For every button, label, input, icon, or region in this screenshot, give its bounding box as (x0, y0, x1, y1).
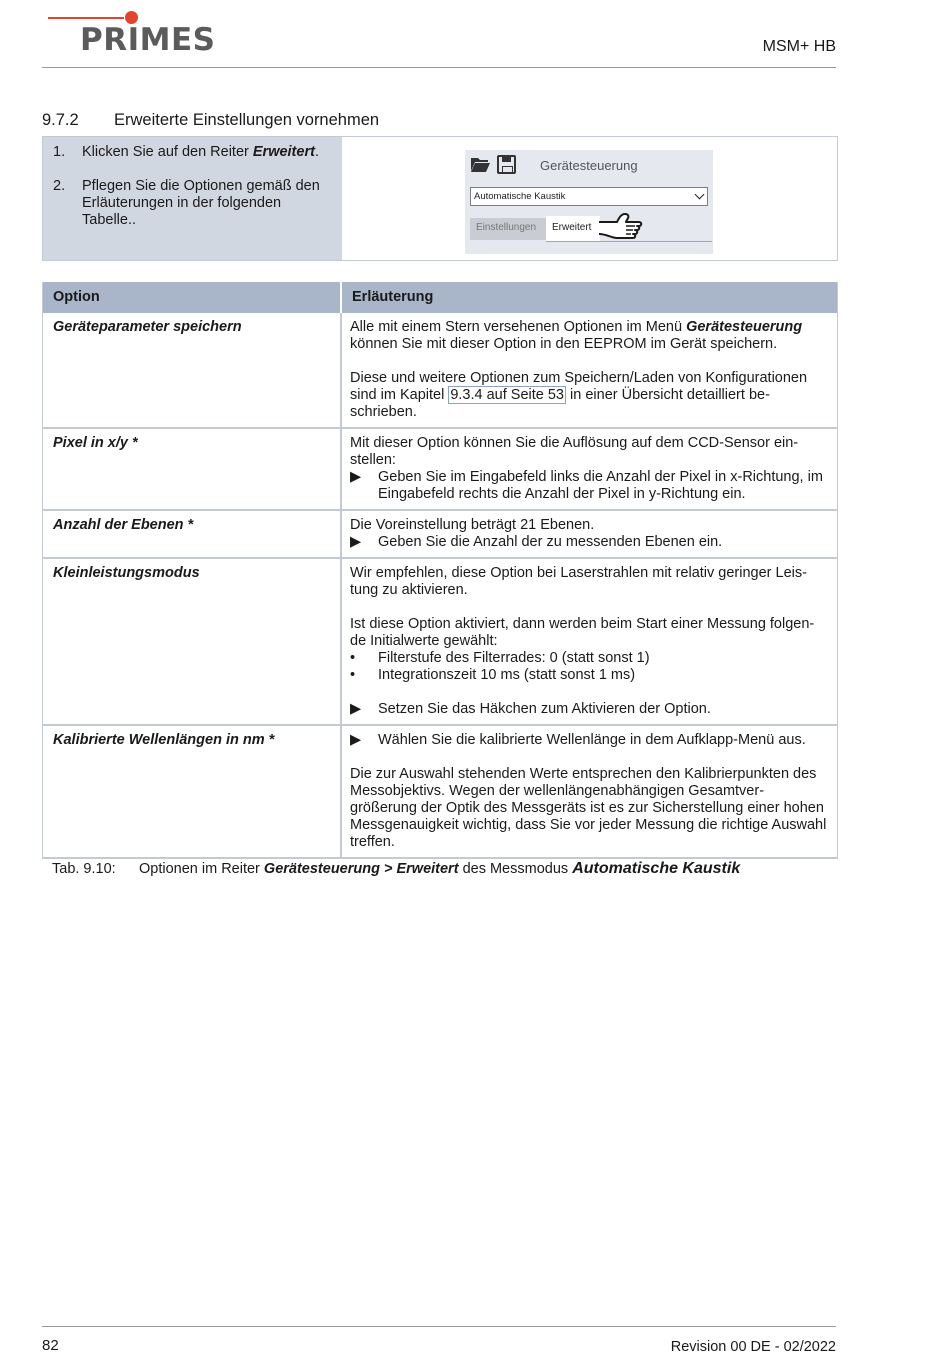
page-header (42, 8, 836, 68)
option-name: Geräteparameter speichern (43, 313, 342, 427)
table-header (43, 282, 837, 313)
table-row (43, 726, 837, 859)
page-number: 82 (42, 1337, 59, 1354)
option-explanation: Wir empfehlen, diese Option bei Laserstrahlen mit relativ geringer Leis-tung zu aktivieren. Ist diese Option aktiviert, dann werden beim Start einer Messung folgen-de Initialwerte gewählt: • Filterstufe des Filterrades: 0 (statt sonst 1) • Integrationszeit 10 ms (statt sonst 1 ms) ▶ Setzen Sie das Häkchen zum Aktivieren der Option. (342, 559, 837, 724)
dropdown-value: Automatische Kaustik (474, 191, 566, 202)
mode-dropdown[interactable] (470, 187, 708, 206)
action-item: ▶ Geben Sie die Anzahl der zu messenden Ebenen ein. (350, 534, 723, 550)
table-row (43, 429, 837, 511)
option-explanation: Die Voreinstellung beträgt 21 Ebenen. ▶ Geben Sie die Anzahl der zu messenden Ebenen ein. (342, 511, 837, 557)
instruction-box (42, 136, 838, 261)
ui-screenshot (465, 150, 713, 254)
action-item: ▶ Wählen Sie die kalibrierte Wellenlänge in dem Aufklapp-Menü aus. (350, 732, 806, 748)
option-name: Anzahl der Ebenen * (43, 511, 342, 557)
primes-logo (42, 8, 242, 60)
option-explanation: ▶ Wählen Sie die kalibrierte Wellenlänge in dem Aufklapp-Menü aus. Die zur Auswahl stehenden Werte entsprechen den Kalibrierpunkten des Messobjektivs. Wegen der wellenlängenabhängigen Gesamtver-größerung der Optik des Messgeräts ist es zur Sicherstellung einer hohen Messgenauigkeit wichtig, dass Sie vor jeder Messung die richtige Auswahl treffen. (342, 726, 837, 857)
list-item: • Integrationszeit 10 ms (statt sonst 1 ms) (350, 667, 636, 683)
arrow-right-icon: ▶ (350, 534, 362, 550)
option-explanation: Alle mit einem Stern versehenen Optionen im Menü Gerätesteuerung können Sie mit dieser Option in den EEPROM im Gerät speichern. Diese und weitere Optionen zum Speichern/Laden von Konfigurationen sind im Kapitel 9.3.4 auf Seite 53 in einer Übersicht detailliert be-schrieben. (350, 319, 808, 420)
arrow-right-icon: ▶ (350, 732, 362, 748)
tab-erweitert[interactable]: Erweitert (546, 216, 600, 242)
option-explanation: Mit dieser Option können Sie die Auflösung auf dem CCD-Sensor ein-stellen: ▶ Geben Sie im Eingabefeld links die Anzahl der Pixel in x-Richtung, im Eingabefeld rechts die Anzahl der Pixel in y-Richtung ein. (342, 429, 837, 509)
initial-values-block: Ist diese Option aktiviert, dann werden beim Start einer Messung folgen-de Initialwerte gewählt: • Filterstufe des Filterrades: 0 (statt sonst 1) • Integrationszeit 10 ms (statt sonst 1 ms) (350, 616, 829, 684)
folder-open-icon (471, 156, 490, 172)
floppy-disk-icon (497, 155, 516, 174)
device-control-title: Gerätesteuerung (540, 158, 638, 173)
table-row (43, 313, 837, 429)
pointing-hand-icon (595, 208, 645, 242)
chapter-link[interactable]: 9.3.4 auf Seite 53 (450, 387, 564, 403)
action-item: ▶ Setzen Sie das Häkchen zum Aktivieren der Option. (350, 701, 711, 717)
document-title: MSM+ HB (762, 38, 836, 55)
step-2 (53, 178, 332, 229)
bullet-dot-icon: • (350, 650, 356, 666)
logo-line (48, 17, 124, 19)
step-1 (53, 144, 332, 161)
action-item: ▶ Geben Sie im Eingabefeld links die Anzahl der Pixel in x-Richtung, im Eingabefeld rechts die Anzahl der Pixel in y-Richtung ein. (350, 469, 823, 502)
section-title: Erweiterte Einstellungen vornehmen (114, 111, 380, 129)
instruction-steps (43, 137, 342, 260)
options-table (42, 282, 838, 859)
arrow-right-icon: ▶ (350, 701, 362, 717)
table-caption: Tab. 9.10: Optionen im Reiter Gerätesteuerung > Erweitert des Messmodus Automatische Kaustik (52, 860, 741, 877)
instruction-image-cell (342, 137, 837, 260)
option-name: Kalibrierte Wellenlängen in nm * (43, 726, 342, 857)
section-number: 9.7.2 (42, 111, 79, 129)
bullet-dot-icon: • (350, 667, 356, 683)
step-number: 2. (53, 178, 66, 194)
footer-divider (42, 1326, 836, 1327)
chevron-down-icon (695, 190, 705, 200)
step-text: Pflegen Sie die Optionen gemäß den Erläuterungen in der folgenden Tabelle.. (82, 178, 320, 228)
step-text: Klicken Sie auf den Reiter Erweitert. (82, 144, 319, 160)
option-name: Pixel in x/y * (43, 429, 342, 509)
header-explanation: Erläuterung (352, 289, 434, 305)
arrow-right-icon: ▶ (350, 469, 362, 485)
list-item: • Filterstufe des Filterrades: 0 (statt sonst 1) (350, 650, 650, 666)
step-number: 1. (53, 144, 66, 160)
logo-text: PRIMES (80, 22, 216, 58)
tab-einstellungen[interactable]: Einstellungen (470, 218, 546, 240)
revision-info: Revision 00 DE - 02/2022 (670, 1339, 836, 1355)
table-row (43, 511, 837, 559)
caption-label: Tab. 9.10: (52, 861, 116, 877)
table-row (43, 559, 837, 726)
section-heading (42, 111, 379, 130)
header-option: Option (43, 282, 342, 313)
option-name: Kleinleistungsmodus (43, 559, 342, 724)
